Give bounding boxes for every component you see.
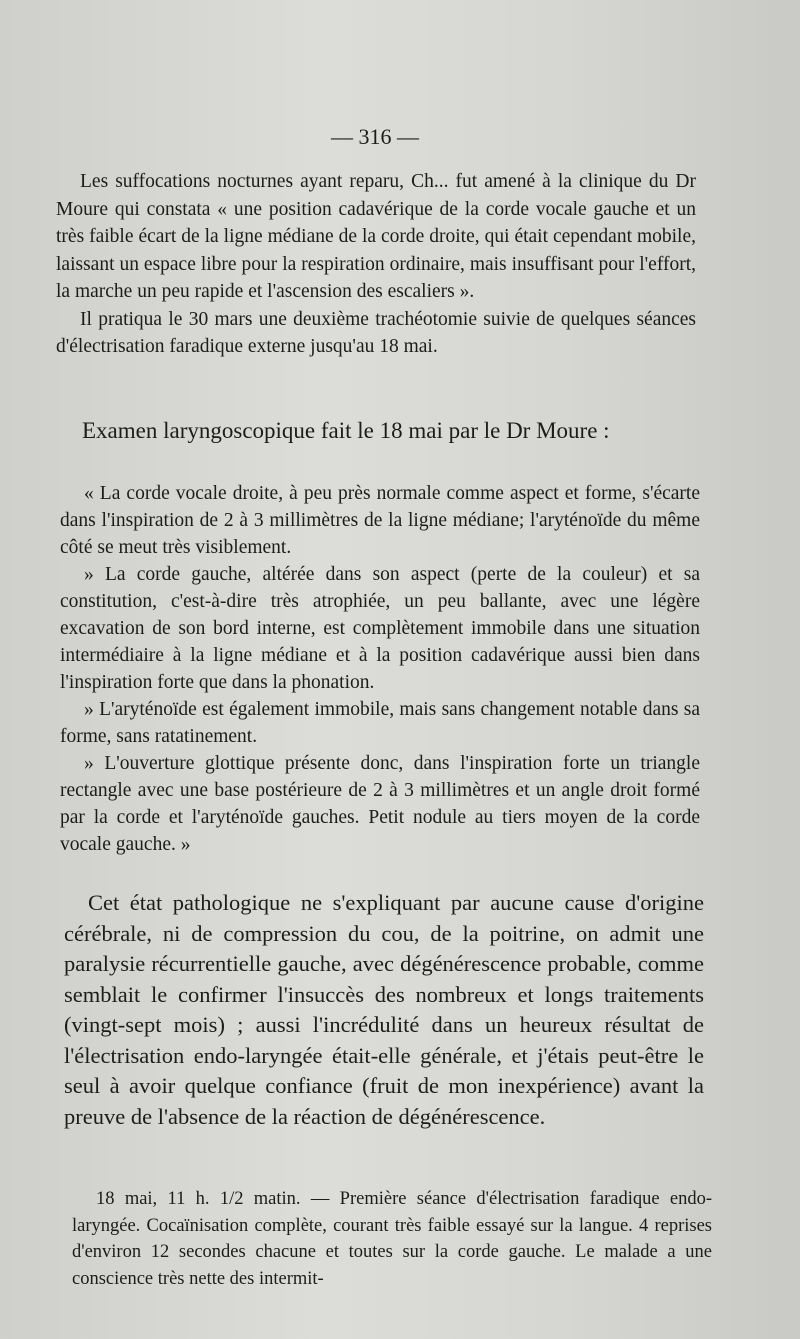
intro-section — [56, 168, 696, 361]
conclusion-section — [64, 888, 704, 1132]
paragraph: « La corde vocale droite, à peu près normale comme aspect et forme, s'écarte dans l'inspiration de 2 à 3 millimètres de la ligne médiane; l'aryténoïde du même côté se meut très visiblement. — [60, 483, 700, 558]
paragraph: Les suffocations nocturnes ayant reparu, Ch... fut amené à la clinique du Dr Moure qui constata « une position cadavérique de la corde vocale gauche et un très faible écart de la ligne médiane de la corde droite, qui était cependant mobile, laissant un espace libre pour la respiration ordinaire, mais insuffisant pour l'effort, la marche un peu rapide et l'ascension des escaliers ». — [56, 171, 696, 302]
exam-quote — [60, 480, 700, 858]
paragraph: » La corde gauche, altérée dans son aspect (perte de la couleur) et sa constitution, c'est-à-dire très atrophiée, un peu ballante, avec une légère excavation de son bord interne, est complètement immobile dans une situation intermédiaire à la ligne médiane et à la position cadavérique aussi bien dans l'inspiration forte que dans la phonation. — [60, 564, 700, 693]
paragraph: Cet état pathologique ne s'expliquant par aucune cause d'origine cérébrale, ni de compression du cou, de la poitrine, on admit une paralysie récurrentielle gauche, avec dégénérescence probable, comme semblait le confirmer l'insuccès des nombreux et longs traitements (vingt-sept mois) ; aussi l'incrédulité dans un heureux résultat de l'électrisation endo-laryngée était-elle générale, et j'étais peut-être le seul à avoir quelque confiance (fruit de mon inexpérience) avant la preuve de l'absence de la réaction de dégénérescence. — [64, 890, 704, 1129]
paragraph: Il pratiqua le 30 mars une deuxième trachéotomie suivie de quelques séances d'électrisation faradique externe jusqu'au 18 mai. — [56, 308, 696, 357]
page-number: — 316 — — [331, 124, 419, 149]
section-heading: Examen laryngoscopique fait le 18 mai par le Dr Moure : — [82, 418, 610, 443]
paragraph: » L'aryténoïde est également immobile, mais sans changement notable dans sa forme, sans ratatinement. — [60, 699, 700, 747]
journal-entry — [72, 1186, 712, 1292]
paragraph: » L'ouverture glottique présente donc, dans l'inspiration forte un triangle rectangle avec une base postérieure de 2 à 3 millimètres et un angle droit formé par la corde et l'aryténoïde gauches. Petit nodule au tiers moyen de la corde vocale gauche. » — [60, 753, 700, 855]
paragraph: 18 mai, 11 h. 1/2 matin. — Première séance d'électrisation faradique endo-laryngée. Cocaïnisation complète, courant très faible essayé sur la langue. 4 reprises d'environ 12 secondes chacune et toutes sur la corde gauche. Le malade a une conscience très nette des intermit- — [72, 1189, 712, 1289]
